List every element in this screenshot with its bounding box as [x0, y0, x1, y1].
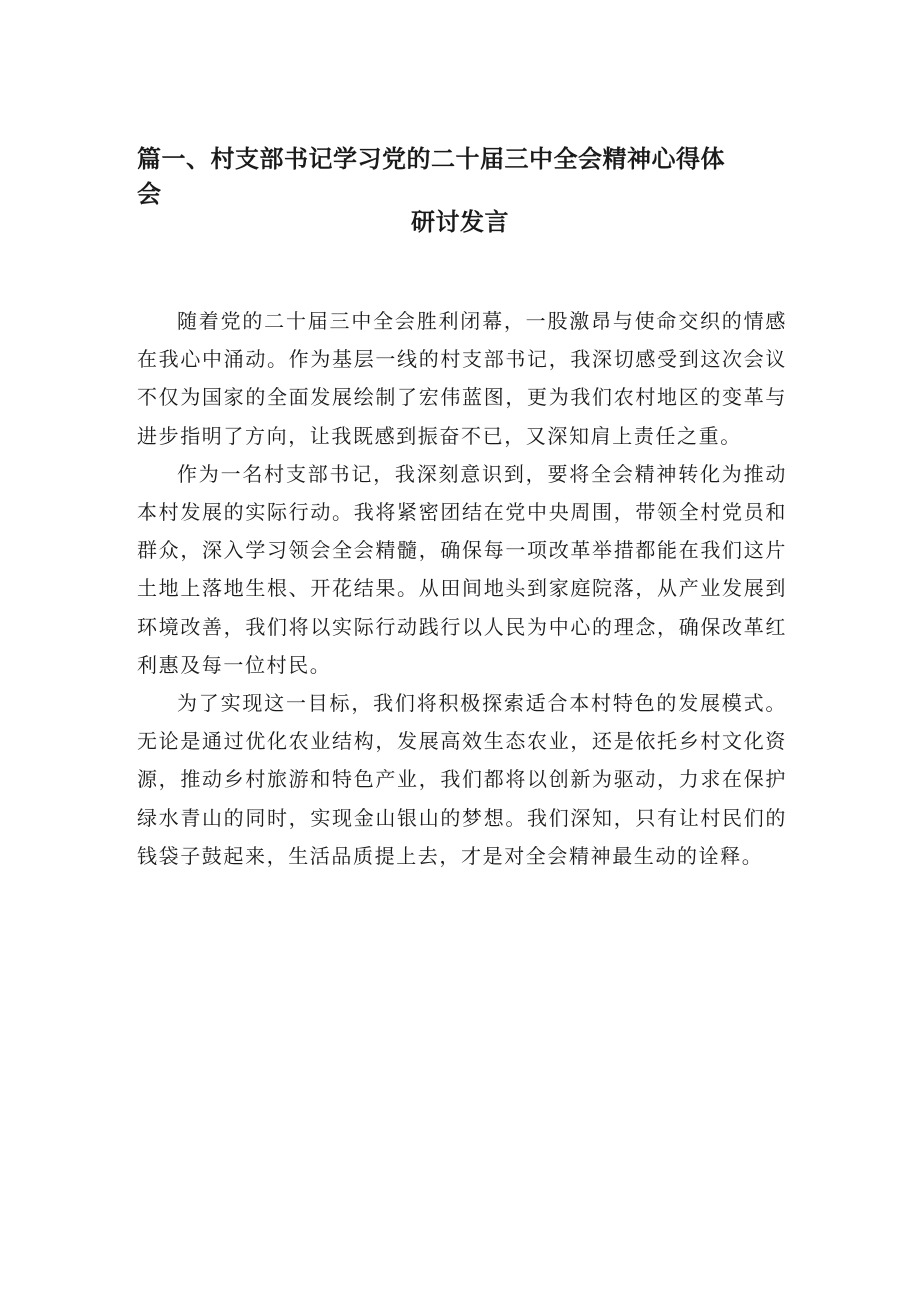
document-title-line-1: 篇一、村支部书记学习党的二十届三中全会精神心得体会	[137, 145, 725, 208]
body-paragraph-2: 作为一名村支部书记，我深刻意识到，要将全会精神转化为推动本村发展的实际行动。我将紧密团结在党中央周围，带领全村党员和群众，深入学习领会全会精髓，确保每一项改革举措都能在我们这片土地上落地生根、开花结果。从田间地头到家庭院落，从产业发展到环境改善，我们将以实际行动践行以人民为中心的理念，确保改革红利惠及每一位村民。	[137, 461, 787, 677]
body-paragraph-3: 为了实现这一目标，我们将积极探索适合本村特色的发展模式。无论是通过优化农业结构，发展高效生态农业，还是依托乡村文化资源，推动乡村旅游和特色产业，我们都将以创新为驱动，力求在保护绿水青山的同时，实现金山银山的梦想。我们深知，只有让村民们的钱袋子鼓起来，生活品质提上去，才是对全会精神最生动的诠释。	[137, 691, 787, 868]
document-title-line-2: 研讨发言	[411, 208, 509, 236]
document-body	[137, 302, 787, 875]
body-paragraph-1: 随着党的二十届三中全会胜利闭幕，一股激昂与使命交织的情感在我心中涌动。作为基层一线的村支部书记，我深切感受到这次会议不仅为国家的全面发展绘制了宏伟蓝图，更为我们农村地区的变革与进步指明了方向，让我既感到振奋不已，又深知肩上责任之重。	[137, 309, 787, 448]
